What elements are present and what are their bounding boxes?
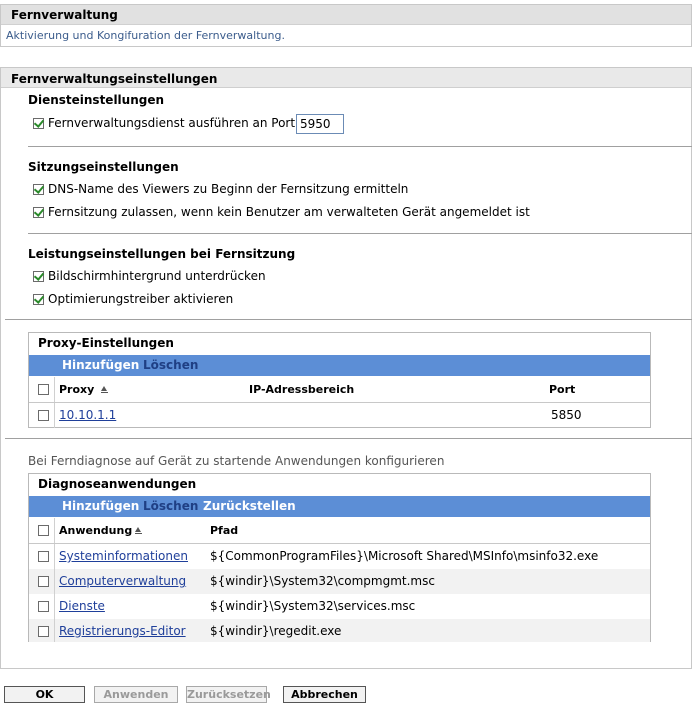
path-cell: ${CommonProgramFiles}\Microsoft Shared\MSInfo\msinfo32.exe <box>210 549 599 563</box>
diagnostics-toolbar <box>29 496 650 517</box>
reset-button[interactable]: Zurücksetzen <box>187 688 271 701</box>
path-cell: ${windir}\regedit.exe <box>210 624 342 638</box>
suppress-wallpaper-label: Bildschirmhintergrund unterdrücken <box>48 269 266 283</box>
proxy-column-header[interactable]: Proxy <box>59 383 95 396</box>
application-link[interactable]: Dienste <box>59 599 105 613</box>
performance-settings-title: Leistungseinstellungen bei Fernsitzung <box>28 247 296 261</box>
service-settings-title: Diensteinstellungen <box>28 93 165 107</box>
proxy-toolbar <box>29 355 650 376</box>
ok-button[interactable]: OK <box>4 686 85 703</box>
session-settings-title: Sitzungseinstellungen <box>28 160 179 174</box>
proxy-select-all-checkbox[interactable] <box>38 384 49 395</box>
divider <box>5 438 692 439</box>
table-row <box>29 569 650 594</box>
application-link[interactable]: Systeminformationen <box>59 549 188 563</box>
row-checkbox[interactable] <box>38 410 49 421</box>
diagnostics-select-all-checkbox[interactable] <box>38 525 49 536</box>
application-link[interactable]: Computerverwaltung <box>59 574 187 588</box>
apply-button[interactable]: Anwenden <box>94 686 178 703</box>
cancel-button[interactable]: Abbrechen <box>283 686 366 703</box>
column-separator <box>54 594 55 619</box>
proxy-delete-button[interactable]: Löschen <box>143 358 199 372</box>
allow-session-label: Fernsitzung zulassen, wenn kein Benutzer am verwalteten Gerät angemeldet ist <box>48 205 530 219</box>
page-header <box>0 4 692 47</box>
column-separator <box>54 377 55 402</box>
diagnostics-table-title: Diagnoseanwendungen <box>38 477 197 491</box>
proxy-table-header <box>29 377 650 403</box>
table-row <box>29 594 650 619</box>
port-cell: 5850 <box>551 408 582 422</box>
divider <box>28 233 692 234</box>
diagnostics-table-header <box>29 518 650 544</box>
column-separator <box>54 518 55 543</box>
column-separator <box>54 619 55 642</box>
row-checkbox[interactable] <box>38 576 49 587</box>
table-row <box>29 544 650 569</box>
sort-ascending-icon[interactable] <box>101 386 107 391</box>
optimization-driver-label: Optimierungstreiber aktivieren <box>48 292 234 306</box>
page-title: Fernverwaltung <box>1 5 691 25</box>
proxy-link[interactable]: 10.10.1.1 <box>59 408 117 422</box>
dns-name-checkbox[interactable] <box>33 184 44 195</box>
allow-session-checkbox[interactable] <box>33 207 44 218</box>
row-checkbox[interactable] <box>38 626 49 637</box>
diagnostics-intro: Bei Ferndiagnose auf Gerät zu startende Anwendungen konfigurieren <box>28 454 445 468</box>
optimization-driver-checkbox[interactable] <box>33 294 44 305</box>
divider <box>5 319 692 320</box>
diagnostics-add-button[interactable]: Hinzufügen <box>62 499 140 513</box>
diagnostics-delete-button[interactable]: Löschen <box>143 499 199 513</box>
run-service-checkbox[interactable] <box>33 118 44 129</box>
path-cell: ${windir}\System32\compmgmt.msc <box>210 574 435 588</box>
sort-ascending-icon[interactable] <box>135 527 141 532</box>
page-description: Aktivierung und Kongifuration der Fernverwaltung. <box>6 29 285 42</box>
divider <box>28 146 692 147</box>
run-service-label: Fernverwaltungsdienst ausführen an Port <box>48 116 296 130</box>
row-checkbox[interactable] <box>38 551 49 562</box>
proxy-table-title: Proxy-Einstellungen <box>38 336 174 350</box>
path-cell: ${windir}\System32\services.msc <box>210 599 416 613</box>
diagnostics-reset-button[interactable]: Zurückstellen <box>203 499 296 513</box>
table-row <box>29 619 650 642</box>
path-column-header[interactable]: Pfad <box>210 524 239 537</box>
port-input[interactable] <box>296 114 344 134</box>
application-link[interactable]: Registrierungs-Editor <box>59 624 186 638</box>
suppress-wallpaper-checkbox[interactable] <box>33 271 44 282</box>
table-row <box>29 403 650 428</box>
row-checkbox[interactable] <box>38 601 49 612</box>
application-column-header[interactable]: Anwendung <box>59 524 133 537</box>
diagnostics-table <box>28 473 651 642</box>
column-separator <box>54 569 55 594</box>
port-column-header[interactable]: Port <box>549 383 576 396</box>
settings-title: Fernverwaltungseinstellungen <box>1 68 691 88</box>
column-separator <box>54 544 55 569</box>
dns-name-label: DNS-Name des Viewers zu Beginn der Fernsitzung ermitteln <box>48 182 409 196</box>
proxy-table <box>28 332 651 428</box>
column-separator <box>54 403 55 428</box>
proxy-add-button[interactable]: Hinzufügen <box>62 358 140 372</box>
ip-range-column-header[interactable]: IP-Adressbereich <box>249 383 355 396</box>
